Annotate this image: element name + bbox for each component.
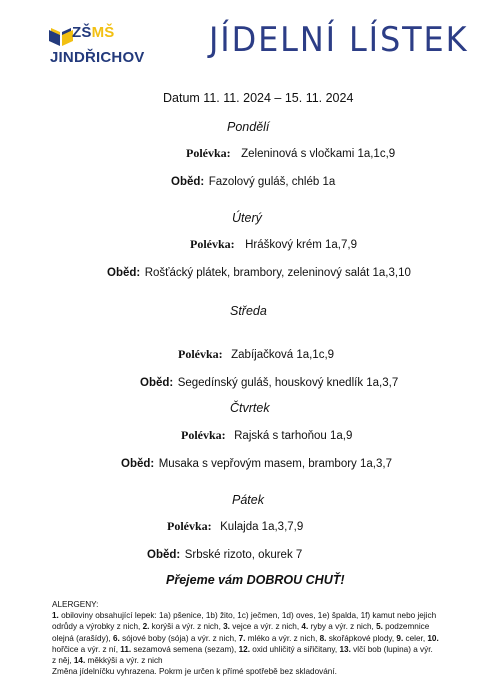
open-book-icon xyxy=(49,24,73,46)
lunch-row-wednesday xyxy=(140,373,398,391)
lunch-label: Oběd: xyxy=(121,458,155,470)
allergen-text: mléko a výr. z nich, xyxy=(245,633,320,643)
allergen-number: 13. xyxy=(339,644,351,654)
allergen-text: vlčí bob (lupina) a výr. xyxy=(350,644,433,654)
logo-zs: ZŠ xyxy=(72,24,92,41)
allergen-text: měkkýši a výr. z nich xyxy=(85,656,163,666)
logo-ms: MŠ xyxy=(91,24,115,41)
logo-name xyxy=(72,24,114,41)
logo-town: JINDŘICHOV xyxy=(50,49,145,66)
lunch-row-tuesday xyxy=(107,263,411,281)
day-heading-thursday: Čtvrtek xyxy=(230,401,270,415)
allergen-number: 3. xyxy=(223,622,230,632)
allergen-number: 14. xyxy=(73,656,86,666)
lunch-label: Oběd: xyxy=(147,549,181,561)
allergen-text: ryby a výr. z nich, xyxy=(308,622,377,632)
soup-label: Polévka: xyxy=(186,146,231,160)
allergen-text: korýši a výr. z nich, xyxy=(149,622,224,632)
allergen-text: sezamová semena (sezam), xyxy=(131,644,239,654)
soup-row-wednesday xyxy=(178,345,334,363)
soup-label: Polévka: xyxy=(178,347,223,361)
lunch-row-thursday xyxy=(121,454,392,472)
allergen-number: 4. xyxy=(301,622,309,632)
allergen-text: hořčice a výr. z ní, xyxy=(52,644,121,654)
allergen-text: vejce a výr. z nich, xyxy=(229,622,302,632)
soup-label: Polévka: xyxy=(167,519,212,533)
allergen-text: obiloviny obsahující lepek: 1a) pšenice, 1b) žito, 1c) ječmen, 1d) oves, 1e) špalda, 1f) kamut nebo jejich xyxy=(58,611,437,621)
soup-label: Polévka: xyxy=(181,428,226,442)
day-heading-friday: Pátek xyxy=(232,493,264,507)
allergen-number: 1. xyxy=(52,611,59,621)
day-heading-tuesday: Úterý xyxy=(232,211,262,225)
allergen-text: sójové boby (sója) a výr. z nich, xyxy=(119,633,239,643)
allergen-number: 2. xyxy=(142,622,150,632)
allergen-number: 6. xyxy=(112,633,120,643)
lunch-value: Segedínský guláš, houskový knedlík 1a,3,7 xyxy=(177,377,399,389)
allergen-text: olejná (arašídy), xyxy=(52,633,113,643)
page-title: JÍDELNÍ LÍSTEK xyxy=(209,20,469,60)
allergen-number: 12. xyxy=(238,644,250,654)
allergen-number: 7. xyxy=(238,633,246,643)
soup-value: Kulajda 1a,3,7,9 xyxy=(220,521,304,533)
soup-row-monday xyxy=(186,144,395,162)
closing-message: Přejeme vám DOBROU CHUŤ! xyxy=(166,573,345,587)
lunch-value: Fazolový guláš, chléb 1a xyxy=(208,176,336,188)
allergen-text: odrůdy a výrobky z nich, xyxy=(52,622,143,632)
allergen-note: Změna jídelníčku vyhrazena. Pokrm je určen k přímé spotřebě bez skladování. xyxy=(52,667,337,677)
lunch-value: Rošťácký plátek, brambory, zeleninový salát 1a,3,10 xyxy=(144,267,411,279)
soup-row-friday xyxy=(167,517,303,535)
allergen-text: celer, xyxy=(403,633,428,643)
lunch-value: Srbské rizoto, okurek 7 xyxy=(184,549,303,561)
allergen-section xyxy=(52,599,452,677)
allergen-number: 10. xyxy=(427,633,439,643)
allergen-text: oxid uhličitý a siřičitany, xyxy=(249,644,340,654)
lunch-row-monday xyxy=(171,172,335,190)
lunch-label: Oběd: xyxy=(140,377,174,389)
soup-value: Zeleninová s vločkami 1a,1c,9 xyxy=(241,148,396,160)
soup-row-tuesday xyxy=(190,235,357,253)
lunch-row-friday xyxy=(147,545,302,563)
allergen-text: z něj, xyxy=(52,656,74,666)
day-heading-wednesday: Středa xyxy=(230,304,267,318)
soup-value: Zabíjačková 1a,1c,9 xyxy=(231,349,335,361)
lunch-label: Oběd: xyxy=(107,267,141,279)
soup-label: Polévka: xyxy=(190,237,235,251)
allergen-text: podzemnice xyxy=(382,622,430,632)
day-heading-monday: Pondělí xyxy=(227,120,270,134)
soup-row-thursday xyxy=(181,426,352,444)
allergen-number: 11. xyxy=(120,644,132,654)
soup-value: Hráškový krém 1a,7,9 xyxy=(245,239,357,251)
lunch-label: Oběd: xyxy=(171,176,205,188)
allergen-number: 9. xyxy=(396,633,404,643)
allergen-number: 5. xyxy=(376,622,383,632)
allergen-heading: ALERGENY: xyxy=(52,600,99,609)
lunch-value: Musaka s vepřovým masem, brambory 1a,3,7 xyxy=(158,458,392,470)
date-range: Datum 11. 11. 2024 – 15. 11. 2024 xyxy=(163,91,354,105)
soup-value: Rajská s tarhoňou 1a,9 xyxy=(234,430,353,442)
allergen-text: skořápkové plody, xyxy=(326,633,397,643)
allergen-number: 8. xyxy=(319,633,327,643)
